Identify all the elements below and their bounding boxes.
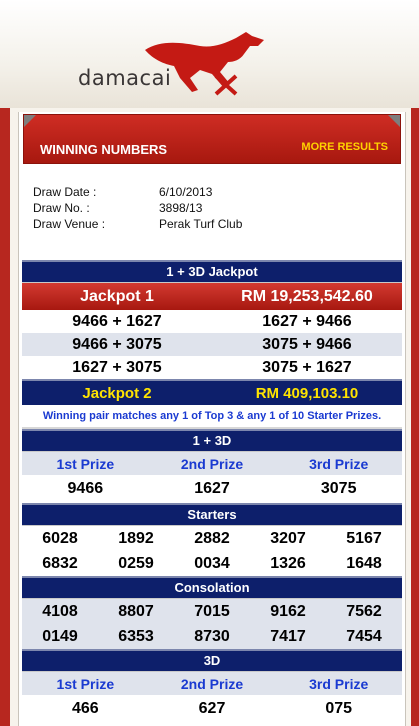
pair-row <box>22 310 402 333</box>
jackpot1-label: Jackpot 1 <box>80 287 154 305</box>
jackpot2-label: Jackpot 2 <box>82 384 152 402</box>
prize-value: 9466 <box>67 480 104 497</box>
results-table <box>22 260 402 723</box>
brand-logo-text[interactable]: damacai <box>78 66 172 90</box>
pair-cell: 3075 + 1627 <box>262 358 352 376</box>
starter-number: 1648 <box>346 554 382 572</box>
jackpot-section-title: 1 + 3D Jackpot <box>22 260 402 283</box>
jackpot2-row <box>22 379 402 405</box>
pair-cell: 9466 + 1627 <box>72 312 162 330</box>
panel-title-bar <box>23 114 401 164</box>
three-d-headers <box>22 672 402 695</box>
prize-header: 2nd Prize <box>180 675 244 692</box>
prize-value: 466 <box>71 700 99 717</box>
right-rail <box>411 108 419 726</box>
consolation-number: 9162 <box>270 602 306 620</box>
pair-cell: 1627 + 9466 <box>262 312 352 330</box>
prize-header: 2nd Prize <box>180 455 244 472</box>
prize-value: 3075 <box>320 480 357 497</box>
draw-info <box>33 185 242 233</box>
starter-number: 5167 <box>346 529 382 547</box>
prize-header: 1st Prize <box>56 455 115 472</box>
three-d-values <box>22 695 402 723</box>
jackpot1-value: RM 19,253,542.60 <box>241 287 373 305</box>
jackpot2-value: RM 409,103.10 <box>255 384 359 402</box>
prize-header: 3rd Prize <box>309 675 369 692</box>
draw-date-label: Draw Date : <box>33 185 97 199</box>
draw-venue-label: Draw Venue : <box>33 217 106 231</box>
draw-no-label: Draw No. : <box>33 201 90 215</box>
three-d-section-title: 3D <box>22 649 402 672</box>
starter-number: 6832 <box>42 554 78 572</box>
pair-row <box>22 356 402 379</box>
starter-number: 3207 <box>270 529 306 547</box>
consolation-number: 7454 <box>346 627 382 645</box>
prize-header: 1st Prize <box>56 675 115 692</box>
consolation-number: 8730 <box>194 627 230 645</box>
prize-value: 627 <box>198 700 226 717</box>
plus3d-section-title: 1 + 3D <box>22 429 402 452</box>
prize-value: 1627 <box>194 480 230 497</box>
prize-value: 075 <box>325 700 353 717</box>
left-rail <box>0 108 10 726</box>
consolation-row <box>22 599 402 624</box>
starters-row <box>22 551 402 576</box>
consolation-number: 7417 <box>270 627 306 645</box>
starter-number: 1892 <box>118 529 154 547</box>
jackpot1-row <box>22 283 402 310</box>
pair-row <box>22 333 402 356</box>
consolation-number: 7015 <box>194 602 230 620</box>
starter-number: 0259 <box>118 554 154 572</box>
starter-number: 1326 <box>270 554 306 572</box>
starters-row <box>22 526 402 551</box>
site-header <box>0 0 419 108</box>
starter-number: 6028 <box>42 529 78 547</box>
plus3d-headers <box>22 452 402 475</box>
consolation-number: 6353 <box>118 627 154 645</box>
starter-number: 0034 <box>194 554 230 572</box>
consolation-number: 8807 <box>118 602 154 620</box>
draw-venue-value: Perak Turf Club <box>159 217 243 231</box>
consolation-number: 4108 <box>42 602 78 620</box>
starter-number: 2882 <box>194 529 230 547</box>
corner-fold-icon <box>388 115 400 127</box>
consolation-number: 0149 <box>42 627 78 645</box>
panel-title: WINNING NUMBERS <box>40 142 168 157</box>
consolation-row <box>22 624 402 649</box>
jackpot-note: Winning pair matches any 1 of Top 3 & any 1 of 10 Starter Prizes. <box>22 405 402 429</box>
plus3d-values <box>22 475 402 503</box>
more-results-link[interactable]: MORE RESULTS <box>301 141 388 153</box>
consolation-number: 7562 <box>346 602 382 620</box>
pair-cell: 3075 + 9466 <box>262 335 352 353</box>
pair-cell: 9466 + 3075 <box>72 335 162 353</box>
consolation-section-title: Consolation <box>22 576 402 599</box>
starters-section-title: Starters <box>22 503 402 526</box>
prize-header: 3rd Prize <box>309 455 369 472</box>
corner-fold-icon <box>24 115 36 127</box>
draw-no-value: 3898/13 <box>159 201 203 215</box>
pair-cell: 1627 + 3075 <box>72 358 162 376</box>
draw-date-value: 6/10/2013 <box>159 185 213 199</box>
